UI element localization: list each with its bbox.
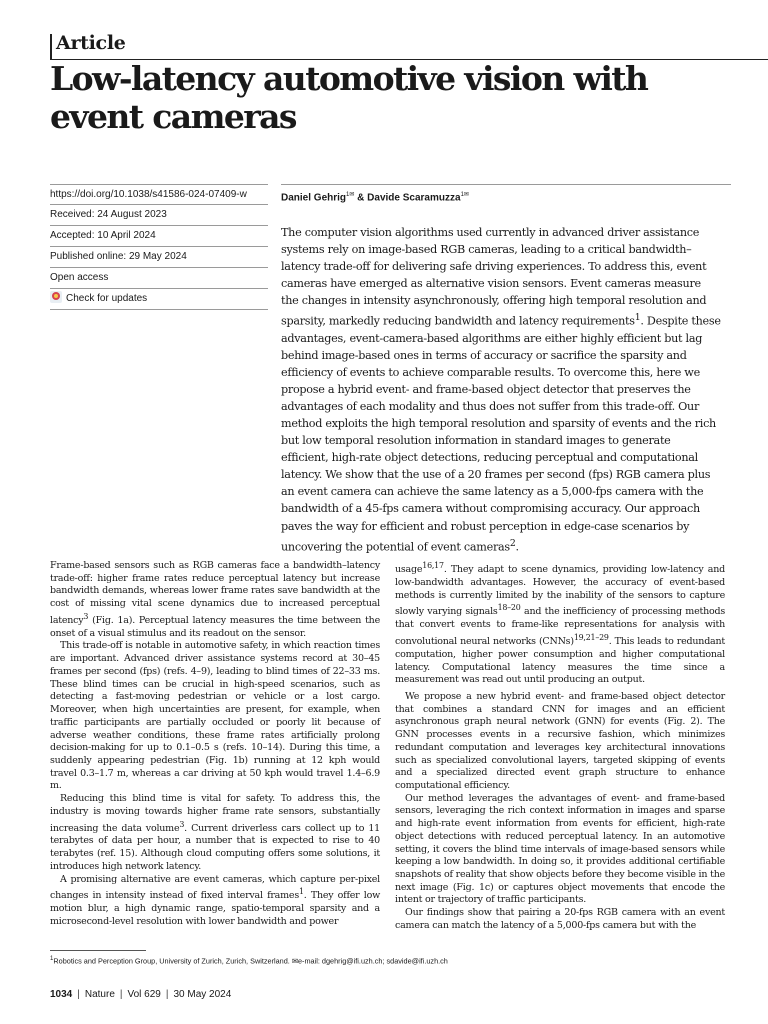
citation-ref[interactable]: 3 [83,611,89,621]
citation-ref[interactable]: 18–20 [497,603,521,613]
received-date: Received: 24 August 2023 [50,205,268,226]
body-text: Reducing this blind time is vital for safety. To address this, the industry is moving towards higher frame rate sensors, substantially increasing the data volume [50,793,380,834]
body-paragraph [50,793,380,873]
citation-ref[interactable]: 19,21–29 [573,632,609,642]
footnote-rule [50,950,146,951]
abstract-text: The computer vision algorithms used currently in advanced driver assistance systems rely on image-based RGB cameras, leading to a critical bandwidth–latency trade-off for delivering safe driving experiences. To address this, event cameras have emerged as alternative vision sensors. Event cameras measure the changes in intensity asynchronously, offering high temporal resolution and sparsity, markedly reducing bandwidth and latency requirements [281,226,707,328]
citation-ref[interactable]: 1 [634,312,641,324]
citation-ref[interactable]: 2 [509,537,516,549]
article-title: Low-latency automotive vision with event cameras [50,59,648,136]
journal-volume: Vol 629 [127,989,161,1000]
email-addresses[interactable]: e-mail: dgehrig@ifi.uzh.ch; sdavide@ifi.uzh.ch [297,956,448,966]
check-for-updates-link[interactable] [50,289,268,310]
body-paragraph: Our method leverages the advantages of event- and frame-based sensors, leveraging the rich context information in images and sparse and high-rate event information from events for efficient, high-rate object detections with reduced perceptual latency. In an automotive setting, it covers the blind time intervals of image-based sensors while keeping a low bandwidth. In doing so, it provides additional certifiable snapshots of reality that show objects before they become visible in the next image (Fig. 1c) or captures object movements that encode the intent or trajectory of traffic participants. [395,792,725,906]
kicker-bar [50,34,52,59]
email-icon: ✉ [291,956,298,966]
citation-ref[interactable]: 1 [298,887,304,897]
citation-ref[interactable]: 16,17 [422,561,444,570]
body-text: usage [395,564,423,576]
body-paragraph [395,560,725,687]
article-type: Article [56,32,126,54]
body-column-right [395,560,725,933]
body-column-left [50,560,380,929]
body-paragraph: Our findings show that pairing a 20-fps RGB camera with an event camera can match the latency of a 5,000-fps camera but with the [395,907,725,931]
body-text: (Fig. 1a). Perceptual latency measures the time between the onset of a visual stimulus and its readout on the sensor. [50,615,380,639]
citation-ref[interactable]: 3 [179,819,185,829]
author-list [281,184,731,205]
body-text: . They offer low motion blur, a high dynamic range, spatio-temporal sparsity and a microsecond-level resolution with lower bandwidth and power [50,890,380,927]
abstract-text: . [515,540,519,554]
page-number: 1034 [50,989,73,1000]
open-access-label: Open access [50,268,268,289]
body-text: . They adapt to scene dynamics, providing low-latency and low-bandwidth advantages. However, the accuracy of event-based methods is currently limited by the inability of the sensors to capture slowly varying signals [395,564,725,618]
author-joiner: & [354,192,368,204]
article-meta [50,184,268,310]
body-text: . Current driverless cars collect up to 11 terabytes of data per hour, a number that is expected to rise to 40 terabytes (ref. 15). Although cloud computing offers some solutions, it introduces high network latency. [50,822,381,872]
journal-name: Nature [84,989,115,1000]
published-date: Published online: 29 May 2024 [50,247,268,268]
abstract [281,224,721,555]
author-name[interactable]: Daniel Gehrig [281,192,347,204]
issue-date: 30 May 2024 [173,989,232,1000]
body-text: Frame-based sensors such as RGB cameras face a bandwidth–latency trade-off: higher frame rates reduce perceptual latency but increase bandwidth demands, whereas lower frame rates save bandwidth at the cost of missing vital scene dynamics due to increased perceptual latency [50,560,380,627]
check-for-updates-label: Check for updates [66,293,148,304]
body-paragraph [50,560,380,640]
page-footer [50,989,231,1000]
author-name[interactable]: Davide Scaramuzza [367,192,461,204]
author-affiliation-mark: 1✉ [460,192,469,198]
footer-separator: | [165,989,169,1000]
author-affiliation-mark: 1✉ [346,192,355,198]
footer-separator: | [119,989,123,1000]
body-paragraph [50,874,380,929]
affiliation-footnote [50,954,740,966]
doi-link[interactable]: https://doi.org/10.1038/s41586-024-07409-w [50,184,268,205]
affiliation-text: Robotics and Perception Group, University of Zurich, Zurich, Switzerland. [53,956,290,966]
abstract-text: . Despite these advantages, event-camera-based algorithms are either highly efficient but lag behind image-based ones in terms of accuracy or sacrifice the sparsity and efficiency of events to achieve comparable results. To overcome this, here we propose a hybrid event- and frame-based object detector that preserves the advantages of each modality and thus does not suffer from this trade-off. Our method exploits the high temporal resolution and sparsity of events and the rich but low temporal resolution information in standard images to generate efficient, high-rate object detections, reducing perceptual and computational latency. We show that the use of a 20 frames per second (fps) RGB camera plus an event camera can achieve the same latency as a 5,000-fps camera with the bandwidth of a 45-fps camera without compromising accuracy. Our approach paves the way for efficient and robust perception in edge-case scenarios by uncovering the potential of event cameras [281,314,721,554]
footer-separator: | [77,989,80,1000]
body-text: . This leads to redundant computation, higher power consumption and higher computational latency. Computational latency measures the time since a measurement was read out until producing an output. [395,636,725,686]
body-text: and the inefficiency of processing methods that convert events to frame-like representations for analysis with convolutional neural networks (CNNs) [395,606,725,648]
body-paragraph: This trade-off is notable in automotive safety, in which reaction times are important. Advanced driver assistance systems record at 30–45 frames per second (fps) (refs. 4–9), leading to blind times of 22–33 ms. These blind times can be crucial in high-speed scenarios, such as detecting a fast-moving pedestrian or vehicle or a lost cargo. Moreover, when high uncertainties are present, for example, when traffic participants are partially occluded or poorly lit because of adverse weather conditions, these frame rates artificially prolong decision-making for up to 0.1–0.5 s (refs. 10–14). During this time, a suddenly appearing pedestrian (Fig. 1b) running at 12 kph would travel 0.3–1.7 m, whereas a car driving at 50 kph would travel 1.4–6.9 m. [50,640,380,792]
body-paragraph: We propose a new hybrid event- and frame-based object detector that combines a standard CNN for images and an efficient asynchronous graph neural network (GNN) for events (Fig. 2). The GNN processes events in a recursive fashion, which minimizes redundant computation and leverages key architectural innovations such as specialized convolutional layers, targeted skipping of events and a specialized directed event graph structure to enhance computational efficiency. [395,690,725,791]
body-text: A promising alternative are event cameras, which capture per-pixel changes in intensity instead of fixed interval frames [50,873,380,902]
footnote-mark: 1 [50,955,54,962]
accepted-date: Accepted: 10 April 2024 [50,226,268,247]
crossmark-icon [50,291,62,303]
